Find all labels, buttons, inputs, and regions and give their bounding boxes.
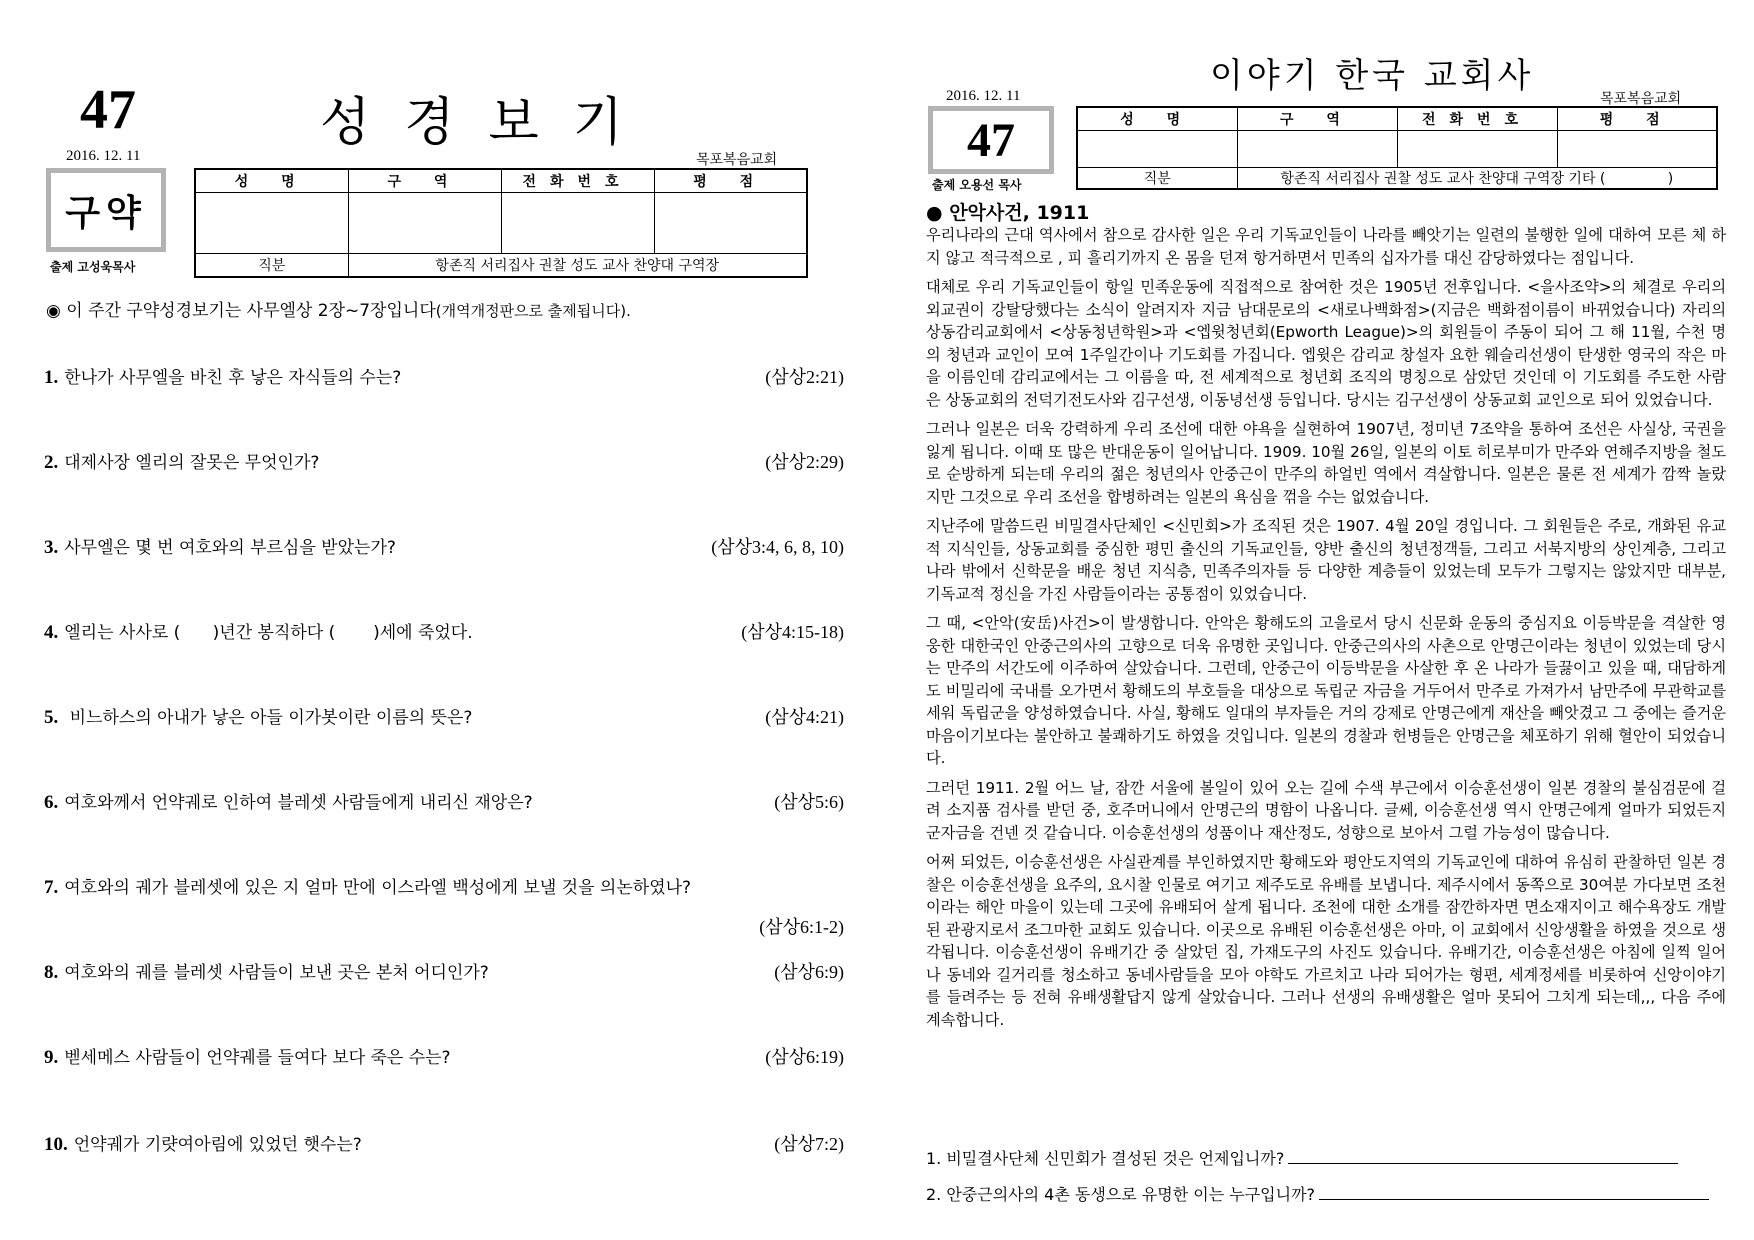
role-label: 직분 [195,254,348,278]
article-paragraph: 그 때, <안악(安岳)사건>이 발생합니다. 안악은 황해도의 고을로서 당시 신문화 운동의 중심지요 이등박문을 격살한 영웅한 대한국인 안중근의사의 고향으로 더욱 유명한 곳입니다. 안중근의사의 사촌으로 안명근이라는 청년이 있었는데 당시는 만주의 서간도에 이주하여 살았습니다. 그런데, 안중근이 이등박문을 사살한 후 온 나라가 들끓이고 있을 때, 대담하게도 비밀리에 국내를 오가면서 황해도의 부호들을 대상으로 독립군 자금을 거두어서 만주로 가져가서 남만주에 무관학교를 세워 독립군을 양성하였습니다. 사실, 황해도 일대의 부자들은 거의 강제로 안명근에게 재산을 빼앗겼고 그 중에는 즐거운 마음이기보다는 불안하고 불쾌하기도 하였을 것입니다. 일본의 경찰과 헌병들은 안명근을 체포하기 위해 혈안이 되었습니다. [926,614,1726,767]
question-ref: (삼상6:9) [774,962,844,982]
question-ref: (삼상7:2) [774,1134,844,1154]
left-date: 2016. 12. 11 [66,148,141,164]
score-field[interactable] [1557,131,1717,168]
quiz-question: 2. 안중근의사의 4촌 동생으로 유명한 이는 누구입니까? [926,1182,1709,1205]
question-item: 1. 한나가 사무엘을 바친 후 낳은 자식들의 수는? (삼상2:21) [44,363,844,389]
question-ref: (삼상6:1-2) [759,917,844,937]
right-issue-number: 47 [928,106,1054,174]
header-district: 구 역 [348,169,501,193]
phone-field[interactable] [501,193,654,254]
right-date: 2016. 12. 11 [946,88,1021,104]
header-score: 평 점 [1557,107,1717,131]
article-paragraph: 그러나 일본은 더욱 강력하게 우리 조선에 대한 야욕을 실현하여 1907년, 정미년 7조약을 통하여 조선은 사실상, 국권을 잃게 됩니다. 이때 또 많은 반대운동이 일어납니다. 1909. 10월 26일, 일본의 이토 히로부미가 만주와 연해주지방을 철도로 순방하게 되는데 우리의 젊은 청년의사 안중근이 만주의 하얼빈 역에서 격살합니다. 일본은 물론 전 세계가 깜짝 놀랐지만 그것으로 우리 조선을 합병하려는 일본의 욕심을 꺾을 수는 없었습니다. [926,420,1726,506]
question-ref: (삼상6:19) [765,1047,844,1067]
answer-line[interactable] [1319,1185,1709,1200]
question-ref: (삼상4:15-18) [741,622,844,642]
article-paragraph: 어쩌 되었든, 이승훈선생은 사실관계를 부인하였지만 황해도와 평안도지역의 기독교인에 대하여 유심히 관찰하던 일본 경찰은 이승훈선생을 요주의, 요시찰 인물로 여기고 제주도로 유배를 보냅니다. 제주시에서 동쪽으로 30여분 가다보면 조천이라는 해안 마을이 있는데 그곳에 유배되어 살게 됩니다. 조천에 대한 소개를 잠깐하자면 면소재지이고 해수욕장도 개발된 관광지로서 조그마한 교회도 있습니다. 이곳으로 유배된 이승훈선생은 아마, 이 교회에서 신앙생활을 하였을 것으로 생각됩니다. 이승훈선생이 유배기간 중 살았던 집, 가재도구의 사진도 있습니다. 유배기간, 이승훈선생은 아침에 일찍 일어나 동네와 길거리를 청소하고 동네사람들을 모아 야학도 가르치고 나라 되어가는 형편, 세계정세를 비롯하여 신앙이야기를 들려주는 등 전혀 유배생활답지 않게 살았습니다. 그러나 선생의 유배생활은 얼마 못되어 그치게 되는데,,, 다음 주에 계속합니다. [926,853,1726,1029]
role-options: 항존직 서리집사 권찰 성도 교사 찬양대 구역장 기타 ( ) [1237,168,1717,190]
question-item: 2. 대제사장 엘리의 잘못은 무엇인가? (삼상2:29) [44,448,844,474]
left-intro [46,296,631,321]
left-church-name: 목포복음교회 [696,152,778,168]
right-page-title: 이야기 한국 교회사 [1210,56,1535,96]
question-ref: (삼상5:6) [774,792,844,812]
question-ref: (삼상2:29) [765,452,844,472]
left-info-table [194,168,808,278]
answer-line[interactable] [1288,1149,1678,1164]
header-phone: 전화번호 [1397,107,1557,131]
phone-field[interactable] [1397,131,1557,168]
question-item: 4. 엘리는 사사로 ( )년간 봉직하다 ( )세에 죽었다. (삼상4:15-18) [44,618,844,644]
question-item: 8. 여호와의 궤를 블레셋 사람들이 보낸 곳은 본처 어디인가? (삼상6:9) [44,958,844,984]
article-paragraph: 그러던 1911. 2월 어느 날, 잠깐 서울에 볼일이 있어 오는 길에 수색 부근에서 이승훈선생이 일본 경찰의 불심검문에 걸려 소지품 검사를 받던 중, 호주머니에서 안명근의 명함이 나옵니다. 글쎄, 이승훈선생 역시 안명근에게 얼마가 되었든지 군자금을 건넨 것 같습니다. 이승훈선생의 성품이나 재산정도, 성향으로 보아서 그럴 가능성이 많습니다. [926,778,1726,842]
right-author: 출제 오용선 목사 [932,178,1022,192]
article-body [926,224,1726,1038]
left-author: 출제 고성욱목사 [50,260,136,274]
header-district: 구 역 [1237,107,1397,131]
name-field[interactable] [1077,131,1237,168]
article-heading: ● 안악사건, 1911 [926,202,1090,224]
district-field[interactable] [348,193,501,254]
quiz-question: 1. 비밀결사단체 신민회가 결성된 것은 언제입니까? [926,1146,1678,1169]
question-item: 10. 언약궤가 기럇여아림에 있었던 햇수는? (삼상7:2) [44,1130,844,1156]
article-paragraph: 지난주에 말씀드린 비밀결사단체인 <신민회>가 조직된 것은 1907. 4월 20일 경입니다. 그 회원들은 주로, 개화된 유교적 지식인들, 상동교회를 중심한 평민 출신의 기독교인들, 양반 출신의 청년정객들, 그리고 서북지방의 상인계층, 그리고 나라 밖에서 신학문을 배운 청년 지식층, 민족주의자들 등 다양한 계층들이 있었는데 모두가 그렇지는 않았지만 대부분, 기독교적 정신을 가진 사람들이라는 공통점이 있었습니다. [926,517,1726,603]
intro-text: ◉ 이 주간 구약성경보기는 사무엘상 2장~7장입니다 [46,301,436,321]
left-testament-badge: 구약 [46,168,166,252]
district-field[interactable] [1237,131,1397,168]
right-church-name: 목포복음교회 [1600,91,1682,107]
question-item: 7. 여호와의 궤가 블레셋에 있은 지 얼마 만에 이스라엘 백성에게 보낼 것을 의논하였나? (삼상6:1-2) [44,877,844,937]
intro-note: (개역개정판으로 출제됩니다). [435,302,631,320]
name-field[interactable] [195,193,348,254]
header-score: 평 점 [654,169,807,193]
article-paragraph: 대체로 우리 기독교인들이 항일 민족운동에 직접적으로 참여한 것은 1905년 전후입니다. <을사조약>의 체결로 우리의 외교권이 강탈당했다는 소식이 알려지자 지금 남대문로의 <새로나백화점>(지금은 백화점이름이 바뀌었습니다) 자리의 상동감리교회에서 <상동청년학원>과 <엡윗청년회(Epworth League)>의 회원들이 주동이 되어 그 해 11월, 수천 명의 청년과 교인이 모여 1주일간이나 기도회를 가집니다. 엡윗은 감리교 창설자 요한 웨슬리선생이 탄생한 영국의 작은 마을 이름인데 감리교에서는 그 이름을 따, 전 세계적으로 청년회 조직의 명칭으로 삼았던 것인데 이 기도회를 주도한 사람은 상동교회의 전덕기전도사와 김구선생, 이동녕선생 등입니다. 당시는 김구선생이 상동교회 교인으로 되어 있었습니다. [926,278,1726,409]
header-phone: 전화번호 [501,169,654,193]
right-info-table [1076,106,1718,190]
question-item: 6. 여호와께서 언약궤로 인하여 블레셋 사람들에게 내리신 재앙은? (삼상5:6) [44,788,844,814]
header-name: 성 명 [195,169,348,193]
header-name: 성 명 [1077,107,1237,131]
question-item: 3. 사무엘은 몇 번 여호와의 부르심을 받았는가? (삼상3:4, 6, 8, 10) [44,533,844,559]
left-issue-number: 47 [80,79,136,141]
role-label: 직분 [1077,168,1237,190]
question-item: 9. 벧세메스 사람들이 언약궤를 들여다 보다 죽은 수는? (삼상6:19) [44,1043,844,1069]
question-item: 5. 비느하스의 아내가 낳은 아들 이가봇이란 이름의 뜻은? (삼상4:21) [44,703,844,729]
question-ref: (삼상4:21) [765,707,844,727]
article-paragraph: 우리나라의 근대 역사에서 참으로 감사한 일은 우리 기독교인들이 나라를 빼앗기는 일련의 불행한 일에 대하여 모른 체 하지 않고 적극적으로 , 피 흘리기까지 온 몸을 던져 항거하면서 민족의 십자가를 대신 감당하였다는 점입니다. [926,226,1726,267]
question-ref: (삼상3:4, 6, 8, 10) [711,537,844,557]
role-options: 항존직 서리집사 권찰 성도 교사 찬양대 구역장 [348,254,807,278]
score-field[interactable] [654,193,807,254]
question-ref: (삼상2:21) [765,367,844,387]
left-page-title: 성경보기 [320,93,657,153]
